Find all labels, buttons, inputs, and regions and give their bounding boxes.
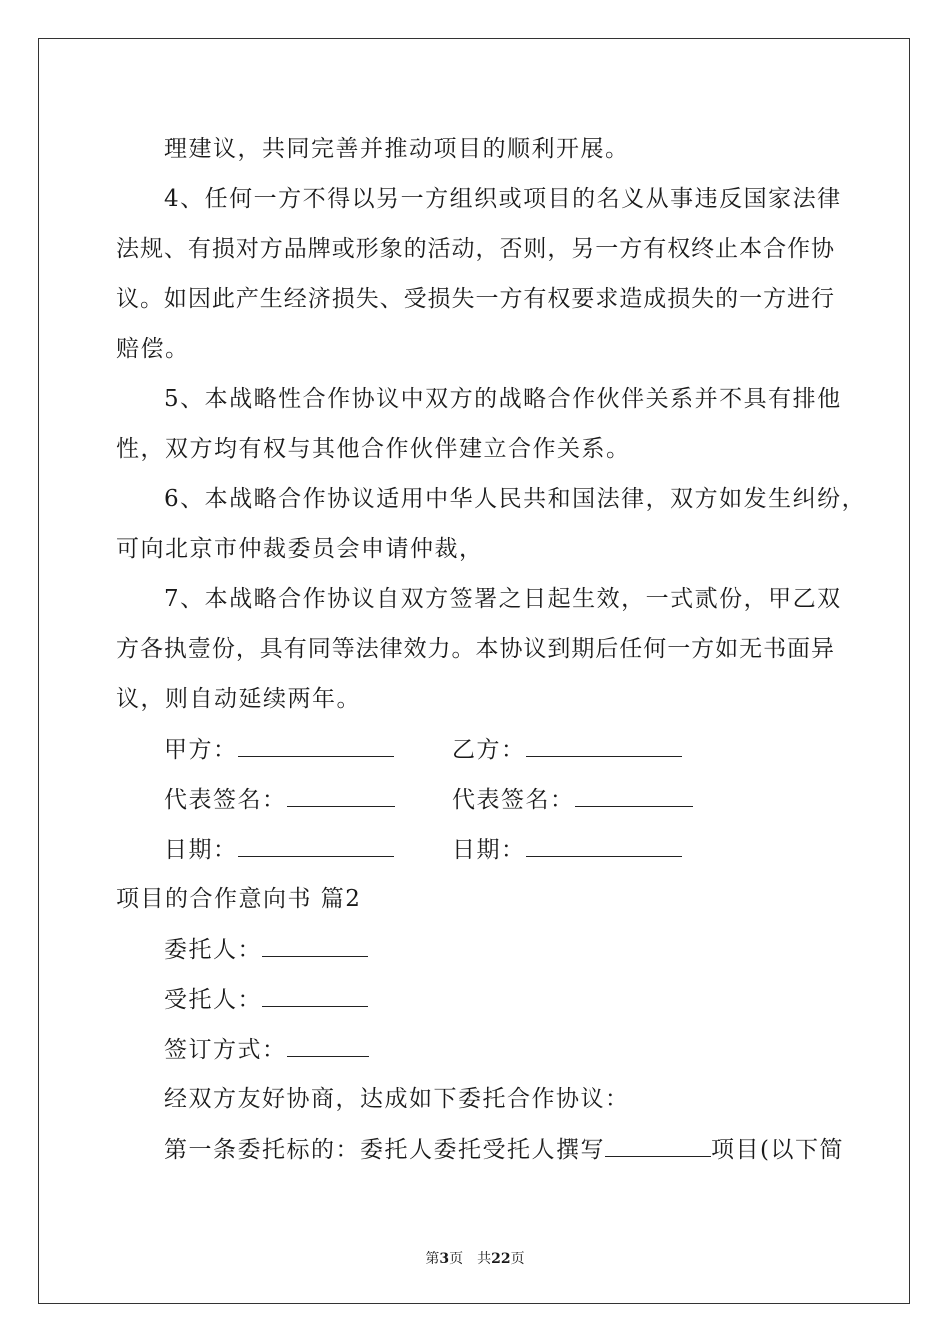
footer-suffix: 页	[510, 1251, 525, 1267]
party-a-field	[164, 734, 394, 765]
footer-prefix: 第	[425, 1251, 440, 1267]
clause-5-line-2: 性，双方均有权与其他合作伙伴建立合作关系。	[116, 436, 631, 462]
clause-6-line-1: 6、本战略合作协议适用中华人民共和国法律，双方如发生纠纷，	[164, 486, 867, 512]
clause-6-line-2: 可向北京市仲裁委员会申请仲裁，	[116, 536, 484, 562]
client-field	[164, 934, 368, 965]
footer-total-pages: 22	[491, 1251, 511, 1267]
footer-page-number: 3	[439, 1251, 450, 1267]
footer-mid: 页 共	[449, 1251, 492, 1267]
rep-b-label: 代表签名：	[452, 787, 575, 813]
rep-b-field	[452, 784, 693, 815]
page-border	[38, 38, 910, 1304]
client-blank[interactable]	[262, 934, 368, 957]
date-a-label: 日期：	[164, 837, 238, 863]
rep-b-blank[interactable]	[575, 784, 693, 807]
rep-a-blank[interactable]	[287, 784, 395, 807]
sign-method-label: 签订方式：	[164, 1037, 287, 1063]
clause-7-line-3: 议，则自动延续两年。	[116, 686, 361, 712]
article-1-text-b: 项目(以下简	[711, 1137, 844, 1163]
section-2-heading: 项目的合作意向书 篇2	[116, 886, 362, 912]
party-a-blank[interactable]	[238, 734, 394, 757]
date-b-blank[interactable]	[526, 834, 682, 857]
article-1-text-a: 第一条委托标的：委托人委托受托人撰写	[164, 1137, 605, 1163]
page-footer	[0, 1248, 950, 1268]
party-b-label: 乙方：	[452, 737, 526, 763]
rep-a-label: 代表签名：	[164, 787, 287, 813]
clause-5-line-1: 5、本战略性合作协议中双方的战略合作伙伴关系并不具有排他	[164, 386, 842, 412]
sign-method-blank[interactable]	[287, 1034, 369, 1057]
trustee-field	[164, 984, 368, 1015]
clause-4-line-1: 4、任何一方不得以另一方组织或项目的名义从事违反国家法律	[164, 186, 842, 212]
date-a-blank[interactable]	[238, 834, 394, 857]
party-b-field	[452, 734, 682, 765]
party-a-label: 甲方：	[164, 737, 238, 763]
date-b-field	[452, 834, 682, 865]
party-b-blank[interactable]	[526, 734, 682, 757]
rep-a-field	[164, 784, 395, 815]
sign-method-field	[164, 1034, 369, 1065]
trustee-label: 受托人：	[164, 987, 262, 1013]
client-label: 委托人：	[164, 937, 262, 963]
article-1-line	[164, 1134, 844, 1165]
date-a-field	[164, 834, 394, 865]
project-name-blank[interactable]	[605, 1134, 711, 1157]
clause-4-line-3: 议。如因此产生经济损失、受损失一方有权要求造成损失的一方进行	[116, 286, 834, 312]
clause-4-line-2: 法规、有损对方品牌或形象的活动，否则，另一方有权终止本合作协	[116, 236, 834, 262]
paragraph-line: 理建议，共同完善并推动项目的顺利开展。	[164, 136, 630, 162]
agreement-intro: 经双方友好协商，达成如下委托合作协议：	[164, 1086, 630, 1112]
clause-7-line-1: 7、本战略合作协议自双方签署之日起生效，一式贰份，甲乙双	[164, 586, 842, 612]
date-b-label: 日期：	[452, 837, 526, 863]
trustee-blank[interactable]	[262, 984, 368, 1007]
clause-4-line-4: 赔偿。	[116, 336, 190, 362]
clause-7-line-2: 方各执壹份，具有同等法律效力。本协议到期后任何一方如无书面异	[116, 636, 834, 662]
